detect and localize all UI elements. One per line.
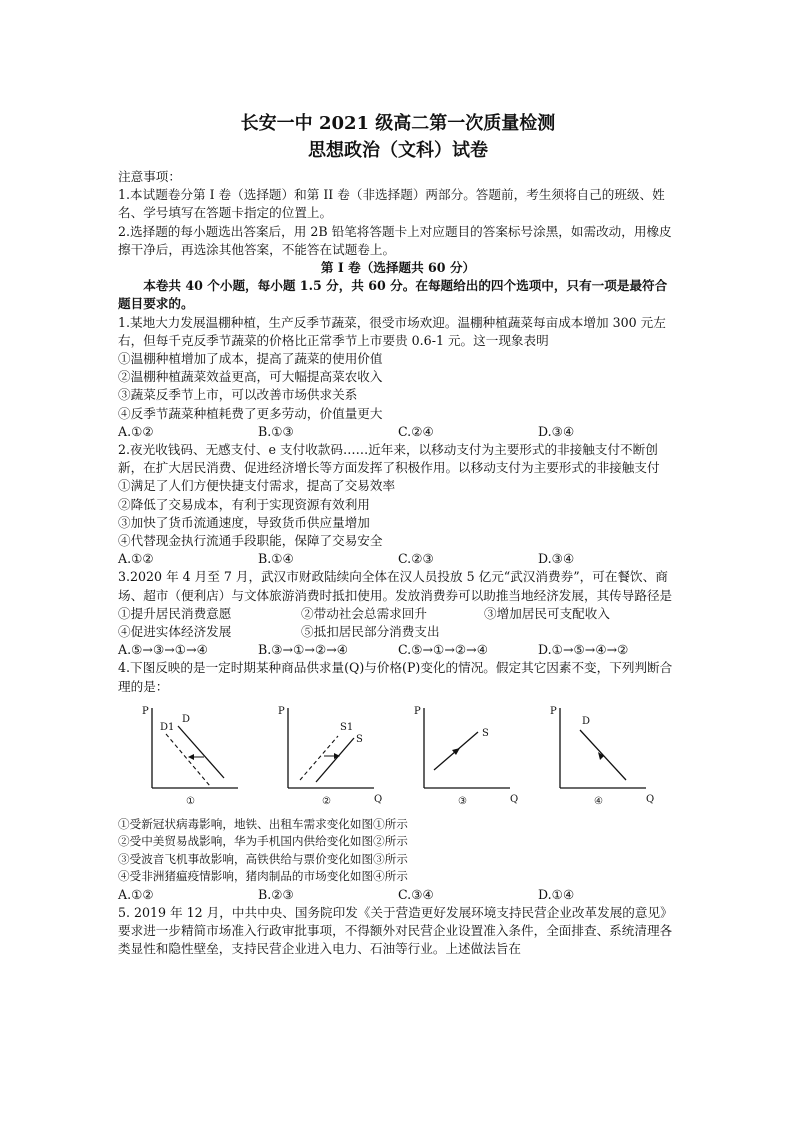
q2-option-b: B.①④ [258,551,294,567]
q2-option-d: D.③④ [538,551,575,567]
q1-options [118,423,678,441]
q1-option-d: D.③④ [538,423,575,439]
graph-1-curve-d [178,726,224,778]
graph-1-p-label: P [142,705,149,717]
notice-item-2: 2.选择题的每小题选出答案后，用 2B 铅笔将答题卡上对应题目的答案标号涂黑，如需改动，用橡皮擦干净后，再选涂其他答案，不能答在试题卷上。 [118,223,672,257]
graph-2-curve2-label: S [356,733,363,745]
q3-statement-1: ①提升居民消费意愿 [118,605,232,621]
notice-item-1: 1.本试题卷分第 I 卷（选择题）和第 II 卷（非选择题）两部分。答题前，考生须将自己的班级、姓名、学号填写在答题卡指定的位置上。 [118,187,665,221]
q4-graphs [118,700,678,810]
q1-statement-1: ①温棚种植增加了成本，提高了蔬菜的使用价值 [118,351,383,367]
graph-4-curve-d [580,730,626,780]
q4-statement-3: ③受波音飞机事故影响，高铁供给与票价变化如图③所示 [118,851,408,866]
q2-option-a: A.①② [118,551,154,567]
exam-subtitle: 思想政治（文科）试卷 [308,140,488,161]
exam-title: 长安一中 2021 级高二第一次质量检测 [240,113,556,134]
graph-3-number: ③ [458,795,467,807]
section-title: 第 I 卷（选择题共 60 分） [320,260,476,276]
q2-statement-2: ②降低了交易成本，有利于实现资源有效利用 [118,496,370,512]
q4-graph-4-svg [546,700,658,810]
section-intro: 本卷共 40 个小题，每小题 1.5 分，共 60 分。在每题给出的四个选项中，只有一项是最符合题目要求的。 [118,278,668,312]
q1-statement-2: ②温棚种植蔬菜效益更高，可大幅提高菜农收入 [118,369,383,385]
q1-option-c: C.②④ [398,423,434,439]
graph-2-curve-label: S1 [340,721,354,733]
q4-graph-1-svg [138,700,250,810]
graph-1-number: ① [186,795,195,807]
graph-2-q-label: Q [374,793,383,805]
graph-3-q-label: Q [510,793,519,805]
graph-2-curve-s [316,738,354,782]
q2-statement-4: ④代替现金执行流通手段职能，保障了交易安全 [118,533,383,549]
q3-option-b: B.③→①→②→④ [258,642,349,658]
q4-option-b: B.②③ [258,886,294,902]
q3-statements-row-2 [118,623,678,641]
q1-statement-3: ③蔬菜反季节上市，可以改善市场供求关系 [118,387,358,403]
q2-statement-1: ①满足了人们方便快捷支付需求，提高了交易效率 [118,478,396,494]
q3-option-c: C.⑤→①→②→④ [398,642,489,658]
q4-option-d: D.①④ [538,886,575,902]
graph-1-curve-label: D [182,713,191,725]
q3-statement-3: ③增加居民可支配收入 [484,605,610,621]
q3-statement-5: ⑤抵扣居民部分消费支出 [301,624,440,640]
graph-1-curve2-label: D1 [160,721,175,733]
q1-stem: 1.某地大力发展温棚种植，生产反季节蔬菜，很受市场欢迎。温棚种植蔬菜每亩成本增加 300 元左右，但每千克反季节蔬菜的价格比正常季节上市要贵 0.6-1 元。这一现象表明 [118,314,666,348]
q3-options [118,641,678,659]
notice-heading: 注意事项： [118,169,181,184]
graph-1-curve-d1 [166,734,210,786]
q4-stem: 4.下图反映的是一定时期某种商品供求量(Q)与价格(P)变化的情况。假定其它因素不变，下列判断合理的是： [118,660,673,694]
q3-stem: 3.2020 年 4 月至 7 月，武汉市财政陆续向全体在汉人员投放 5 亿元“武汉消费券”，可在餐饮、商场、超市（便利店）与文体旅游消费时抵扣使用。发放消费券可以助推当地经济发展，其传导路径是 [118,569,673,603]
q4-graph-2-svg [274,700,386,810]
q4-options [118,886,678,904]
q4-option-a: A.①② [118,886,154,902]
graph-3-p-label: P [414,705,421,717]
graph-4-number: ④ [594,795,603,807]
q5-stem: 5. 2019 年 12 月，中共中央、国务院印发《关于营造更好发展环境支持民营企业改革发展的意见》要求进一步精简市场准入行政审批事项，不得额外对民营企业设置准入条件，全面排查、系统清理各类显性和隐性壁垒，支持民营企业进入电力、石油等行业。上述做法旨在 [118,904,673,957]
q4-graph-3 [410,700,522,810]
graph-2-p-label: P [278,705,285,717]
q1-statement-4: ④反季节蔬菜种植耗费了更多劳动，价值量更大 [118,405,383,421]
q3-option-d: D.①→⑤→④→② [538,642,629,658]
exam-page [118,110,678,958]
graph-2-curve-s1 [300,736,338,780]
graph-3-curve-label: S [482,727,489,739]
q4-statement-2: ②受中美贸易战影响，华为手机国内供给变化如图②所示 [118,834,408,849]
q4-option-c: C.③④ [398,886,434,902]
q4-statement-1: ①受新冠状病毒影响，地铁、出租车需求变化如图①所示 [118,816,408,831]
q2-options [118,550,678,568]
q2-stem: 2.夜光收钱码、无感支付、e 支付收款码……近年来，以移动支付为主要形式的非接触支付不断创新，在扩大居民消费、促进经济增长等方面发挥了积极作用。以移动支付为主要形式的非接触支付 [118,442,660,476]
q2-statement-3: ③加快了货币流通速度，导致货币供应量增加 [118,514,370,530]
graph-2-number: ② [322,795,331,807]
q4-graph-1 [138,700,250,810]
q1-option-b: B.①③ [258,423,294,439]
q4-graph-4 [546,700,658,810]
q3-option-a: A.⑤→③→①→④ [118,642,208,658]
q2-option-c: C.②③ [398,551,434,567]
q3-statements-row-1 [118,605,678,623]
q4-graph-2 [274,700,386,810]
q1-option-a: A.①② [118,423,154,439]
q3-statement-2: ②带动社会总需求回升 [301,605,427,621]
q4-statement-4: ④受非洲猪瘟疫情影响，猪肉制品的市场变化如图④所示 [118,869,408,884]
graph-4-curve-label: D [582,715,591,727]
graph-4-p-label: P [550,705,557,717]
q4-graph-3-svg [410,700,522,810]
graph-1-arrowhead [188,754,194,760]
q3-statement-4: ④促进实体经济发展 [118,624,232,640]
graph-4-q-label: Q [646,793,655,805]
